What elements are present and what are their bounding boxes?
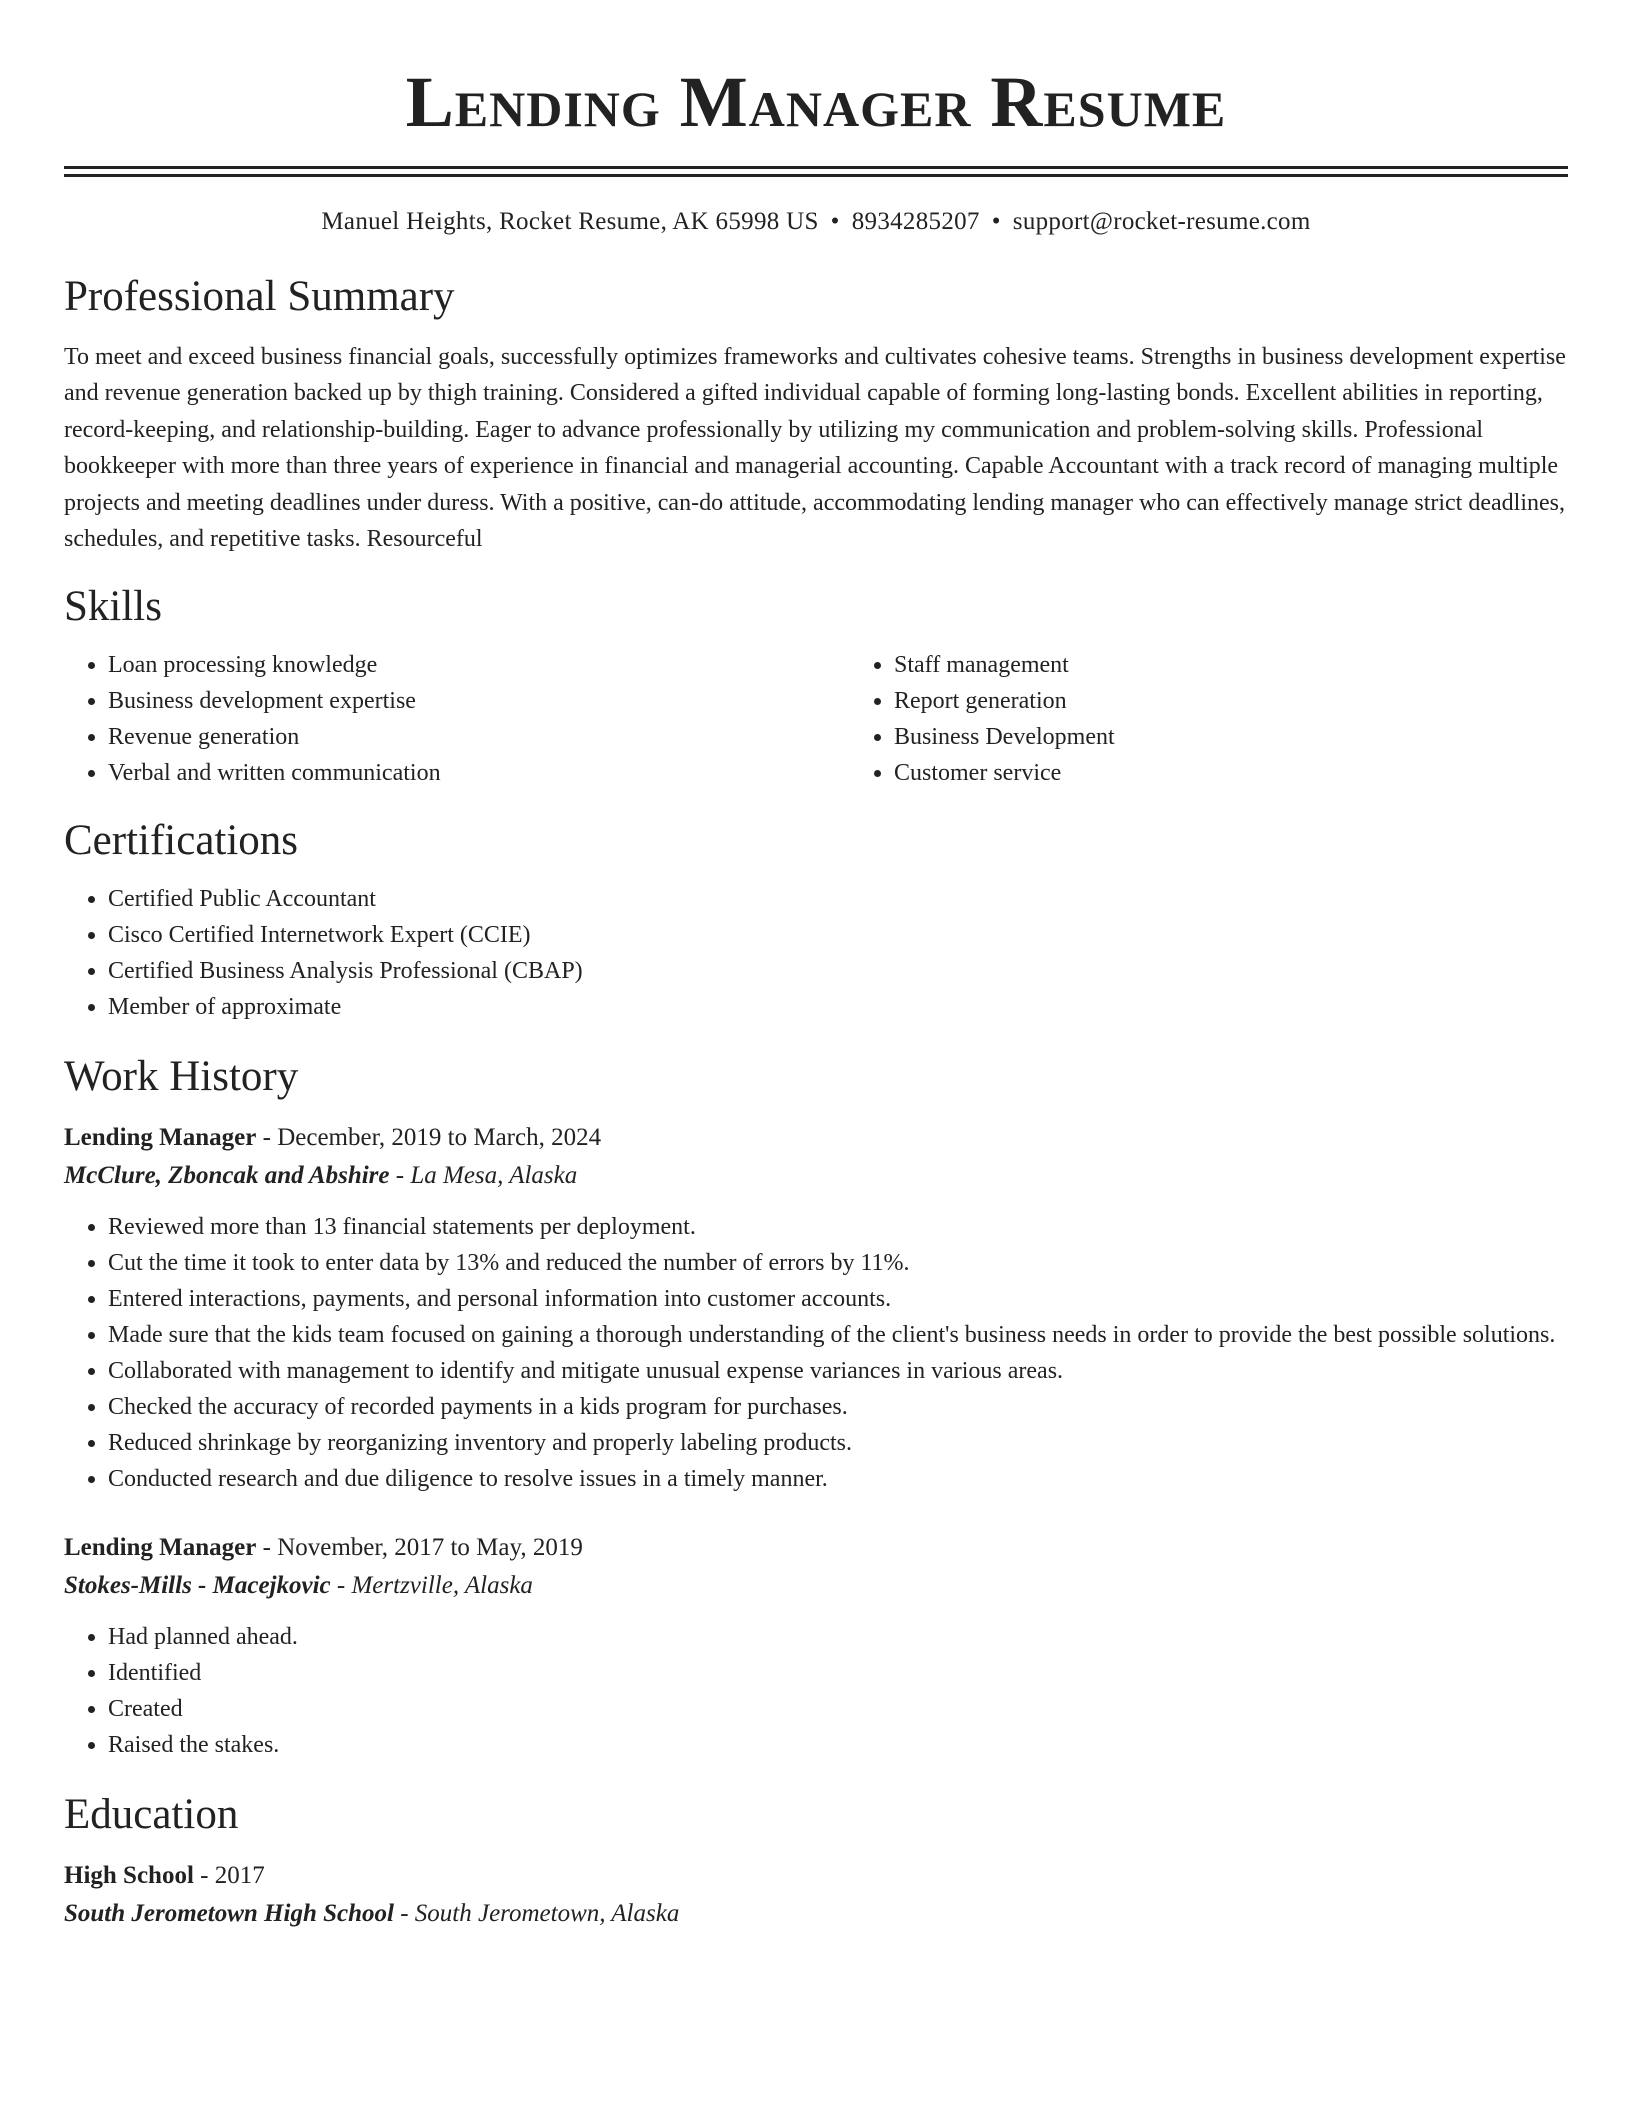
job-bullet: • Reviewed more than 13 financial statements per deployment. [108, 1209, 1568, 1245]
job-bullet: • Cut the time it took to enter data by 13% and reduced the number of errors by 11%. [108, 1245, 1568, 1281]
dash: - [200, 1862, 209, 1890]
skill-item: • Staff management [894, 647, 1632, 683]
dash: - [395, 1162, 405, 1190]
job-bullet: • Had planned ahead. [108, 1619, 1568, 1655]
contact-line [64, 205, 1568, 239]
contact-address: Manuel Heights, Rocket Resume, AK 65998 US [321, 208, 819, 235]
job-location: La Mesa, Alaska [410, 1162, 578, 1190]
section-heading-summary: Professional Summary [64, 273, 455, 320]
job-title: Lending Manager [64, 1534, 257, 1562]
resume-title: Lending Manager Resume [405, 62, 1227, 142]
job-dates: November, 2017 to May, 2019 [277, 1534, 583, 1562]
certification-item: • Cisco Certified Internetwork Expert (CCIE) [108, 917, 1568, 953]
job-location: Mertzville, Alaska [351, 1572, 533, 1600]
job-dates: December, 2019 to March, 2024 [277, 1124, 602, 1152]
job-entry [64, 1529, 1568, 1763]
contact-separator: • [830, 208, 840, 235]
job-entry [64, 1119, 1568, 1497]
job-bullets [64, 1209, 1568, 1497]
skill-item: • Business Development [894, 719, 1632, 755]
skill-item: • Loan processing knowledge [108, 647, 850, 683]
job-bullets [64, 1619, 1568, 1763]
skill-item: • Revenue generation [108, 719, 850, 755]
skills-list-right [850, 647, 1632, 791]
skill-item: • Report generation [894, 683, 1632, 719]
job-bullet: • Raised the stakes. [108, 1727, 1568, 1763]
job-bullet: • Collaborated with management to identify and mitigate unusual expense variances in various areas. [108, 1353, 1568, 1389]
job-bullet: • Created [108, 1691, 1568, 1727]
certifications-list [64, 881, 1568, 1025]
job-company-line [64, 1157, 1568, 1195]
dash: - [262, 1124, 271, 1152]
job-company: McClure, Zboncak and Abshire [64, 1162, 390, 1190]
job-bullet: • Conducted research and due diligence to resolve issues in a timely manner. [108, 1461, 1568, 1497]
job-bullet: • Made sure that the kids team focused on gaining a thorough understanding of the client's business needs in order to provide the best possible solutions. [108, 1317, 1568, 1353]
resume-page [64, 0, 1568, 1933]
job-title-line [64, 1119, 1568, 1157]
education-entry [64, 1857, 1568, 1933]
job-bullet: • Checked the accuracy of recorded payments in a kids program for purchases. [108, 1389, 1568, 1425]
contact-email: support@rocket-resume.com [1012, 208, 1311, 235]
education-degree: High School [64, 1862, 194, 1890]
section-heading-skills: Skills [64, 583, 162, 631]
education-year: 2017 [214, 1862, 265, 1890]
contact-separator: • [991, 208, 1001, 235]
skill-item: • Customer service [894, 755, 1632, 791]
section-heading-education: Education [64, 1791, 239, 1839]
dash: - [336, 1572, 346, 1600]
section-heading-certifications: Certifications [64, 817, 299, 865]
certification-item: • Member of approximate [108, 989, 1568, 1025]
job-bullet: • Reduced shrinkage by reorganizing inventory and properly labeling products. [108, 1425, 1568, 1461]
skill-item: • Business development expertise [108, 683, 850, 719]
job-title-line [64, 1529, 1568, 1567]
job-bullet: • Entered interactions, payments, and personal information into customer accounts. [108, 1281, 1568, 1317]
summary-paragraph: To meet and exceed business financial goals, successfully optimizes frameworks and cultivates cohesive teams. Strengths in business development expertise and revenue generation backed up by thigh training. Considered a gifted individual capable of forming long-lasting bonds. Excellent abilities in reporting, record-keeping, and relationship-building. Eager to advance professionally by utilizing my communication and problem-solving skills. Professional bookkeeper with more than three years of experience in financial and managerial accounting. Capable Accountant with a track record of managing multiple projects and meeting deadlines under duress. With a positive, can-do attitude, accommodating lending manager who can effectively manage strict deadlines, schedules, and repetitive tasks. Resourceful [64, 344, 1566, 553]
skills-list-left [64, 647, 850, 791]
job-company-line [64, 1567, 1568, 1605]
section-heading-work-history: Work History [64, 1053, 299, 1101]
job-title: Lending Manager [64, 1124, 257, 1152]
dash: - [262, 1534, 271, 1562]
title-double-rule [64, 166, 1568, 177]
skills-grid [64, 647, 1568, 791]
dash: - [400, 1900, 409, 1928]
job-company: Stokes-Mills - Macejkovic [64, 1572, 331, 1600]
job-bullet: • Identified [108, 1655, 1568, 1691]
education-location: South Jerometown, Alaska [414, 1900, 680, 1928]
education-school: South Jerometown High School [64, 1900, 394, 1928]
certification-item: • Certified Business Analysis Professional (CBAP) [108, 953, 1568, 989]
certification-item: • Certified Public Accountant [108, 881, 1568, 917]
education-school-line [64, 1895, 1568, 1933]
education-degree-line [64, 1857, 1568, 1895]
skill-item: • Verbal and written communication [108, 755, 850, 791]
contact-phone: 8934285207 [851, 208, 980, 235]
